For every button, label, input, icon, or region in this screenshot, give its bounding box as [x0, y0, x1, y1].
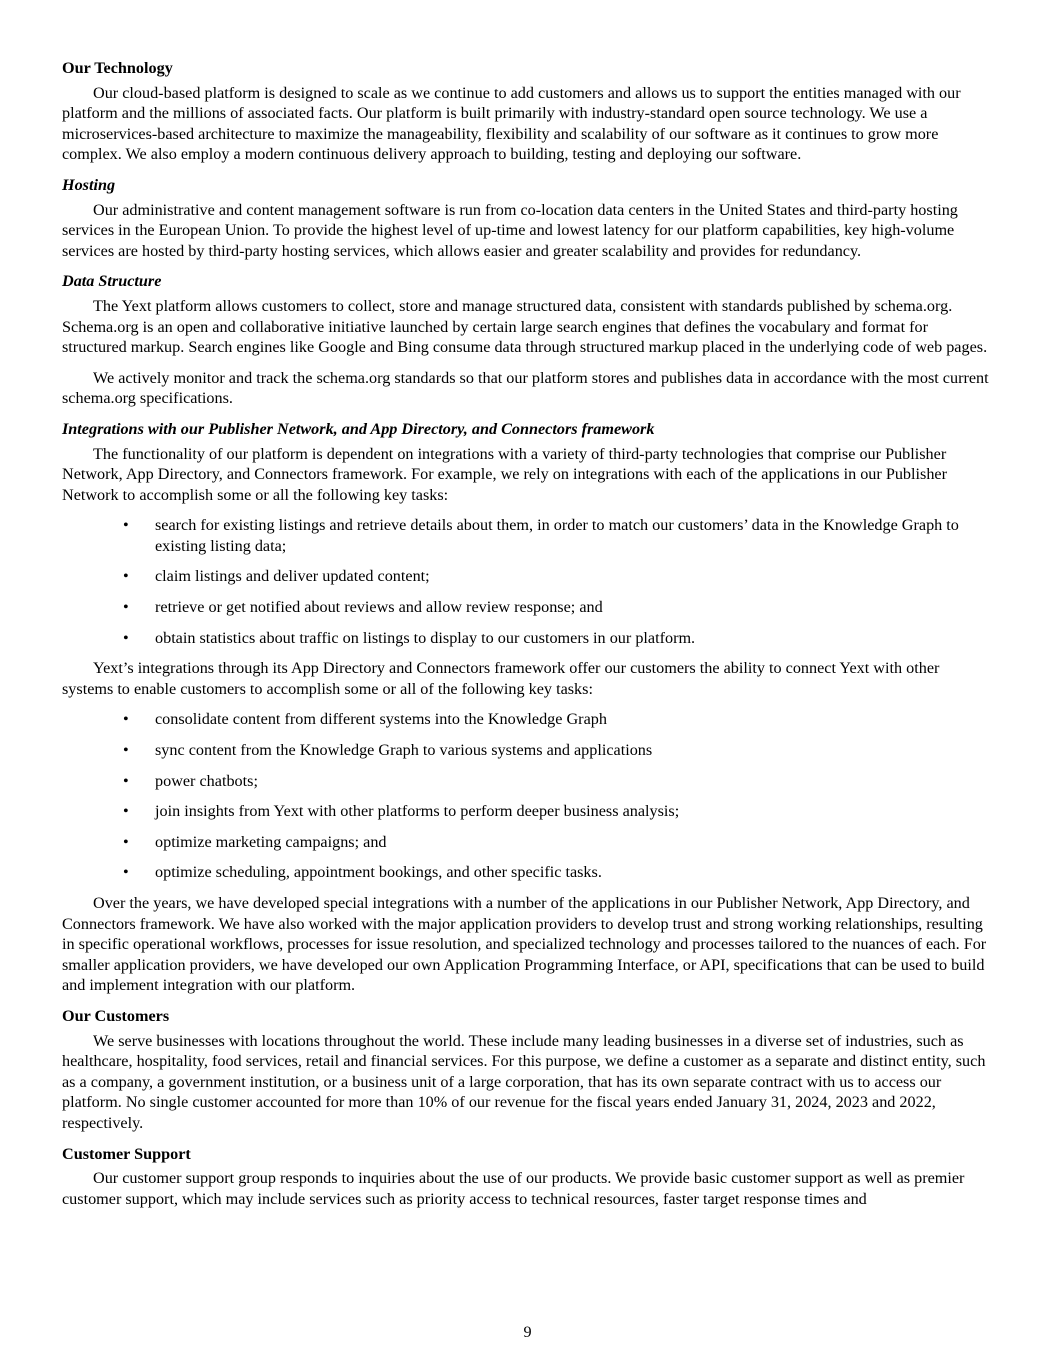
bullet: • [123, 741, 129, 760]
bullet: • [123, 598, 129, 617]
heading-our-technology: Our Technology [62, 59, 173, 77]
customers-paragraph: We serve businesses with locations throughout the world. These include many leading businesses in a diverse set of industries, such as healthcare, hospitality, food services, retail and financial services. For this purpose, we define a customer as a separate and distinct entity, such as a company, a government institution, or a business unit of a large corporation, that has its own separate contract with us to access our platform. No single customer accounted for more than 10% of our revenue for the fiscal years ended January 31, 2024, 2023 and 2022, respectively. [62, 1031, 986, 1132]
bullet: • [123, 863, 129, 882]
list-item [62, 771, 992, 792]
heading-hosting: Hosting [62, 175, 116, 194]
list-item [62, 862, 992, 883]
list-item [62, 801, 992, 822]
heading-our-customers: Our Customers [62, 1006, 170, 1025]
integrations-paragraph-1: The functionality of our platform is dependent on integrations with a variety of third-party technologies that comprise our Publisher Network, App Directory, and Connectors framework. For example, we rely on integrations with each of the applications in our Publisher Network to accomplish some or all the following key tasks: [62, 444, 947, 504]
customer-support-paragraph: Our customer support group responds to inquiries about the use of our products. We provide basic customer support as well as premier customer support, which may include services such as priority access to technical resources, faster target response times and [62, 1169, 965, 1208]
list-item-text: consolidate content from different systems into the Knowledge Graph [155, 710, 607, 729]
bullet: • [123, 802, 129, 821]
integrations-paragraph-3: Over the years, we have developed special integrations with a number of the applications in our Publisher Network, App Directory, and Connectors framework. We have also worked with the major application providers to develop trust and strong working relationships, resulting in specific operational workflows, processes for issue resolution, and specialized technology and processes tailored to the nuances of each. For smaller application providers, we have developed our own Application Programming Interface, or API, specifications that can be used to build and implement integration with our platform. [62, 894, 987, 995]
heading-customer-support: Customer Support [62, 1144, 191, 1163]
bullet: • [123, 710, 129, 729]
integrations-paragraph-2: Yext’s integrations through its App Directory and Connectors framework offer our customers the ability to connect Yext with other systems to enable customers to accomplish some or all of the following key tasks: [62, 659, 940, 698]
list-item-text: claim listings and deliver updated content; [155, 567, 430, 586]
list-item [62, 597, 992, 618]
list-item [62, 832, 992, 853]
publisher-tasks-list [62, 515, 992, 648]
list-item-text: optimize marketing campaigns; and [155, 832, 387, 851]
list-item-text: sync content from the Knowledge Graph to various systems and applications [155, 741, 653, 760]
bullet: • [123, 628, 129, 647]
hosting-paragraph: Our administrative and content management software is run from co-location data centers in the United States and third-party hosting services in the European Union. To provide the highest level of up-time and lowest latency for our platform capabilities, key high-volume services are hosted by third-party hosting services, which allows easier and greater scalability and provides for redundancy. [62, 200, 958, 260]
list-item [62, 709, 992, 730]
list-item-text: obtain statistics about traffic on listings to display to our customers in our platform. [155, 628, 696, 647]
list-item [62, 515, 992, 556]
list-item-text: optimize scheduling, appointment bookings, and other specific tasks. [155, 863, 602, 882]
data-structure-paragraph-1: The Yext platform allows customers to collect, store and manage structured data, consistent with standards published by schema.org. Schema.org is an open and collaborative initiative launched by certain large search engines that defines the vocabulary and format for structured markup. Search engines like Google and Bing consume data through structured markup placed in the underlying code of web pages. [62, 296, 988, 357]
technology-paragraph: Our cloud-based platform is designed to scale as we continue to add customers and allows us to support the entities managed with our platform and the millions of associated facts. Our platform is built primarily with industry-standard open source technology. We use a microservices-based architecture to maximize the manageability, flexibility and scalability of our software as it continues to grow more complex. We also employ a modern continuous delivery approach to building, testing and deploying our software. [62, 83, 961, 164]
list-item-text: power chatbots; [155, 771, 258, 790]
list-item [62, 628, 992, 649]
app-directory-tasks-list [62, 709, 992, 883]
bullet: • [123, 832, 129, 851]
bullet: • [123, 516, 129, 535]
page-number: 9 [523, 1323, 532, 1341]
list-item-text: join insights from Yext with other platforms to perform deeper business analysis; [155, 802, 680, 821]
list-item-text: retrieve or get notified about reviews and allow review response; and [155, 598, 603, 617]
data-structure-paragraph-2: We actively monitor and track the schema.org standards so that our platform stores and publishes data in accordance with the most current schema.org specifications. [62, 368, 989, 408]
document-page [62, 58, 992, 1219]
heading-integrations: Integrations with our Publisher Network, and App Directory, and Connectors framework [62, 419, 655, 438]
list-item [62, 566, 992, 587]
bullet: • [123, 567, 129, 586]
list-item-text: search for existing listings and retrieve details about them, in order to match our customers’ data in the Knowledge Graph to existing listing data; [155, 516, 959, 555]
bullet: • [123, 771, 129, 790]
list-item [62, 740, 992, 761]
heading-data-structure: Data Structure [62, 272, 162, 291]
